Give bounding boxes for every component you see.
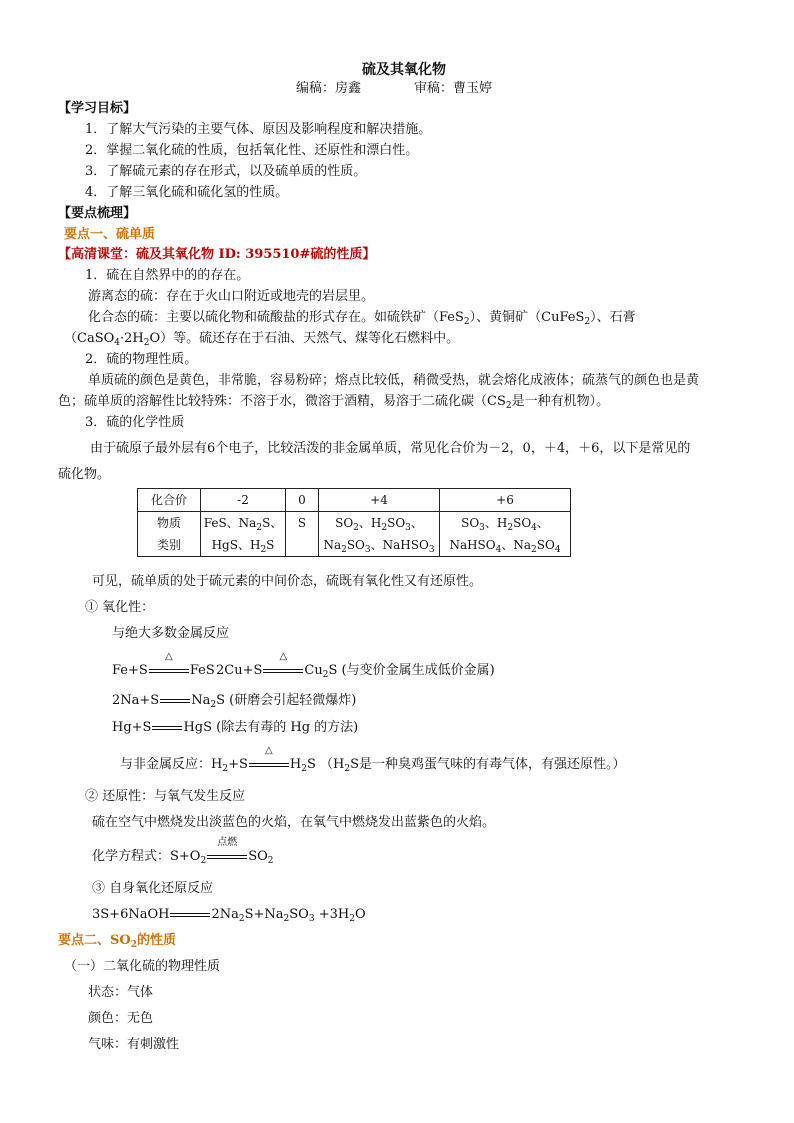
goal-item-2: 2．掌握二氧化硫的性质，包括氧化性、还原性和漂白性。 [85,143,419,158]
reaction-arrow: △ [249,758,289,772]
s3-heading: 3．硫的化学性质 [85,415,185,430]
table-cell: -2 [201,489,286,512]
eq-hg-s: Hg+S HgS (除去有毒的 Hg 的方法) [112,720,359,735]
conclusion: 可见，硫单质的处于硫元素的中间价态，硫既有氧化性又有还原性。 [92,574,483,589]
eq-cu-s: 2Cu+S △ $Cu_2S$ (与变价金属生成低价金属) [216,650,495,680]
table-cell: $SO_3$、$H_2SO_4$、 NaHSO$_4$、$Na_2SO_4$ [440,512,571,557]
combined-sulfur-line2: $(CaSO_4\cdot 2H_2O)$等。硫还存在于石油、天然气、煤等化石燃料中。 [64,331,460,348]
table-cell: 化合价 [138,489,201,512]
free-sulfur: 游离态的硫：存在于火山口附近或地壳的岩层里。 [88,289,375,304]
table-cell: +4 [319,489,440,512]
chem-line1: 由于硫原子最外层有6个电子，比较活泼的非金属单质，常见化合价为－2，0，＋4，＋6，以下是常见的 [90,441,691,456]
phys-line2: 色；硫单质的溶解性比较特殊：不溶于水，微溶于酒精，易溶于二硫化碳（$CS_2$是一种有机物）。 [58,394,610,411]
table-row [138,512,571,557]
reaction-arrow [170,908,210,922]
table-cell: 0 [286,489,319,512]
video-link: 【高清课堂：硫及其氧化物 ID: 395510#硫的性质】 [58,247,376,262]
so2-physical-heading: （一）二氧化硫的物理性质 [64,959,221,974]
table-cell: FeS、$Na_2S$、 HgS、$H_2S$ [201,512,286,557]
s1-heading: 1．硫在自然界中的的存在。 [85,268,250,283]
goals-heading: 【学习目标】 [58,101,137,116]
reaction-arrow: 点燃 [207,850,247,864]
table-cell: $SO_2$、$H_2SO_3$、 $Na_2SO_3$、NaHSO$_3$ [319,512,440,557]
editor-credit: 编稿：房鑫 [296,81,362,96]
phys-line1: 单质硫的颜色是黄色，非常脆，容易粉碎；熔点比较低，稍微受热，就会熔化成液体；硫蒸气的颜色也是黄 [88,373,700,388]
reviewer-credit: 审稿：曹玉婷 [414,81,493,96]
eq-na-s: 2Na+S $Na_2S$ (研磨会引起轻微爆炸) [112,693,357,710]
reduction-heading: ② 还原性：与氧气发生反应 [85,789,246,804]
oxidation-heading: ① 氧化性： [85,600,155,615]
s2-heading: 2．硫的物理性质。 [85,352,198,367]
chem-line2: 硫化物。 [58,467,111,482]
summary-heading: 【要点梳理】 [58,206,137,221]
reaction-arrow [160,694,190,708]
combined-sulfur-line1: 化合态的硫：主要以硫化物和硫酸盐的形式存在。如硫铁矿（FeS$_2$）、黄铜矿（CuFeS$_2$）、石膏 [88,310,636,327]
so2-smell: 气味：有刺激性 [88,1037,180,1052]
point1-heading: 要点一、硫单质 [64,227,156,242]
page-title: 硫及其氧化物 [362,62,446,78]
table-cell: S [286,512,319,557]
eq-h2-s: 与非金属反应：$H_2+S$ △ $H_2S$ （$H_2S$是一种臭鸡蛋气味的有毒气体，有强还原性。） [120,744,626,774]
self-redox-heading: ③ 自身氧化还原反应 [92,881,214,896]
table-cell: 物质 类别 [138,512,201,557]
so2-state: 状态：气体 [88,985,154,1000]
table-cell: +6 [440,489,571,512]
reaction-arrow: △ [149,664,189,678]
reduction-desc: 硫在空气中燃烧发出淡蓝色的火焰，在氧气中燃烧发出蓝紫色的火焰。 [92,815,496,830]
so2-color: 颜色：无色 [88,1011,154,1026]
point2-heading: 要点二、$SO_2$的性质 [58,933,176,950]
goal-item-1: 1．了解大气污染的主要气体、原因及影响程度和解决措施。 [85,122,432,137]
eq-self-redox: 3S+6NaOH $2Na_2S+Na_2SO_3 +3H_2O$ [92,907,366,924]
eq-fe-s: Fe+S △ FeS [112,650,215,678]
goal-item-4: 4．了解三氧化硫和硫化氢的性质。 [85,185,289,200]
goal-item-3: 3．了解硫元素的存在形式，以及硫单质的性质。 [85,164,367,179]
valence-table [137,488,571,557]
reaction-arrow: △ [263,664,303,678]
table-row [138,489,571,512]
reaction-arrow [152,721,182,735]
eq-s-o2: 化学方程式：$S+O_2$ 点燃 $SO_2$ [92,836,274,866]
oxidation-metals: 与绝大多数金属反应 [112,626,230,641]
